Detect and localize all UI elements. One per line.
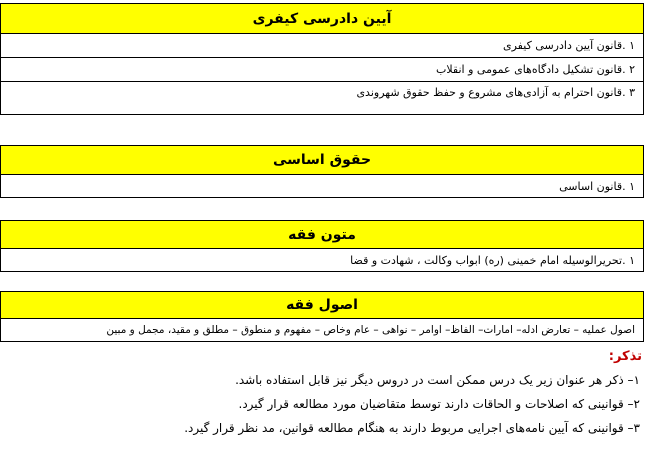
note-item: ۲– قوانینی که اصلاحات و الحاقات دارند توسط متقاضیان مورد مطالعه قرار گیرد. (238, 397, 640, 411)
section-title: اصول فقه (1, 292, 643, 319)
note-item: ۱– ذکر هر عنوان زیر یک درس ممکن است در دروس دیگر نیز قابل استفاده باشد. (235, 373, 640, 387)
section-title: حقوق اساسی (1, 146, 643, 175)
notes-block (0, 346, 644, 440)
section-title: متون فقه (1, 221, 643, 249)
list-item: ۲ .قانون تشکیل دادگاه‌های عمومی و انقلاب (1, 58, 643, 82)
list-item: اصول عملیه – تعارض ادله– امارات– الفاظ– اوامر – نواهی – عام وخاص – مفهوم و منطوق – مطلق و مقید، مجمل و مبین (106, 324, 635, 336)
notes-title: تذکر: (608, 349, 642, 364)
list-item: ۳ .قانون احترام به آزادی‌های مشروع و حفظ حقوق شهروندی (356, 86, 635, 99)
list-item: ۱ .قانون اساسی (559, 179, 635, 193)
section-criminal-procedure (0, 3, 644, 115)
note-item: ۳– قوانینی که آیین نامه‌های اجرایی مربوط دارند به هنگام مطالعه قوانین، مد نظر قرار گیرد. (184, 421, 640, 435)
list-item: ۱ .تحریرالوسیله امام خمینی (ره) ابواب وکالت ، شهادت و قضا (350, 253, 635, 267)
list-item: ۱ .قانون آیین دادرسی کیفری (1, 34, 643, 58)
section-fiqh-texts (0, 220, 644, 272)
section-title: آیین دادرسی کیفری (1, 4, 643, 34)
section-usul-fiqh (0, 291, 644, 342)
section-constitutional-law (0, 145, 644, 198)
